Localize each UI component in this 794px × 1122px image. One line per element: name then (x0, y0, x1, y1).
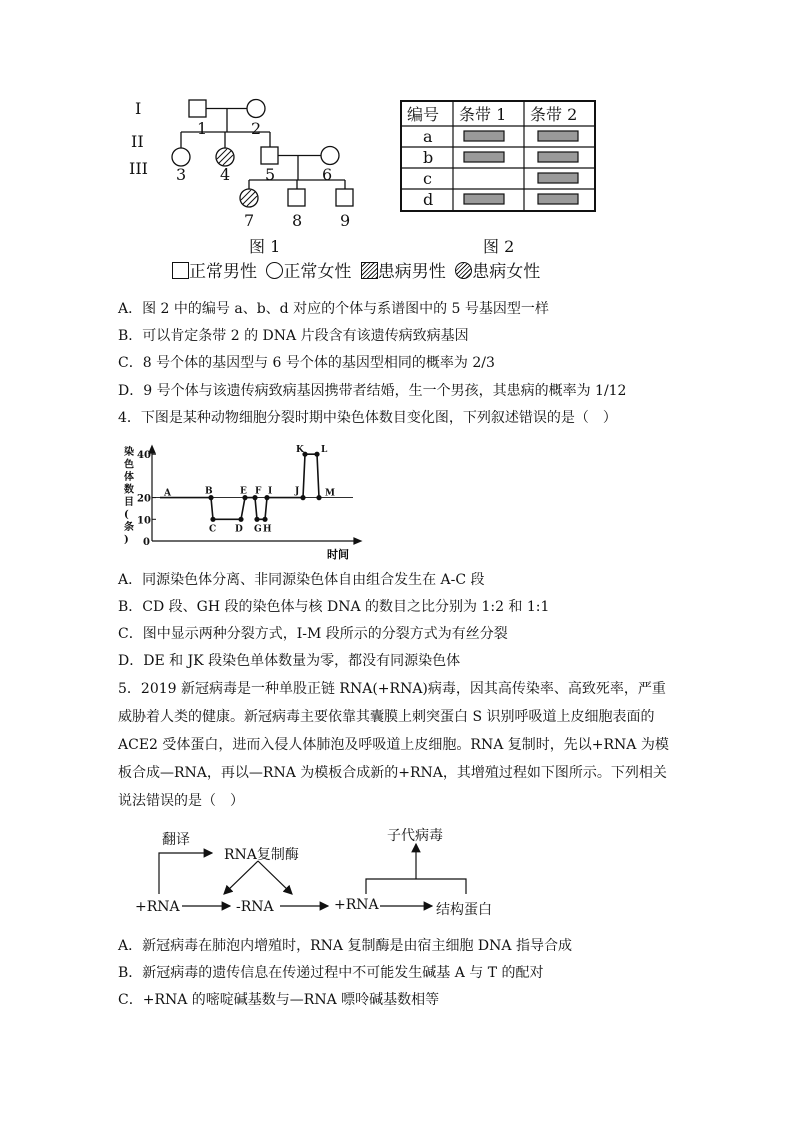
q5-stem: 5．2019 新冠病毒是一种单股正链 RNA(+RNA)病毒，因其高传染率、高致死率，严重威胁着人类的健康。新冠病毒主要依靠其囊膜上刺突蛋白 S 识别呼吸道上皮细胞表面的 ACE2 受体蛋白，进而入侵人体肺泡及呼吸道上皮细胞。RNA 复制时，先以+RNA 为模板合成—RNA，再以—RNA 为模板合成新的+RNA，其增殖过程如下图所示。下列相关说法错误的是（ ） (118, 681, 669, 809)
q4-stem: 4．下图是某种动物细胞分裂时期中染色体数目变化图，下列叙述错误的是（ ） (118, 410, 617, 426)
q5-option-a: A．新冠病毒在肺泡内增殖时，RNA 复制酶是由宿主细胞 DNA 指导合成 (118, 938, 572, 954)
chart-point-C (210, 517, 215, 522)
generation-label-2: II (131, 132, 144, 151)
individual-label-4: 4 (220, 165, 231, 184)
label-plus-rna-2: +RNA (334, 897, 379, 913)
figure1-caption: 图 1 (249, 237, 281, 256)
band2-c (538, 173, 578, 183)
individual-8-normal-male (288, 189, 305, 206)
individual-label-3: 3 (176, 165, 187, 184)
chart-point-label-K: K (296, 445, 304, 456)
q3-option-b: B．可以肯定条带 2 的 DNA 片段含有该遗传病致病基因 (118, 328, 469, 344)
figure2-caption: 图 2 (483, 237, 515, 256)
chart-point-label-J: J (295, 486, 300, 497)
legend-normal-male: 正常男性 (189, 262, 257, 282)
individual-label-9: 9 (340, 211, 351, 230)
legend-affected-male: 患病男性 (377, 262, 446, 282)
chromosome-count-chart (115, 444, 370, 566)
individual-label-5: 5 (265, 165, 276, 184)
chart-point-G (254, 517, 259, 522)
pedigree-legend (172, 260, 540, 284)
chart-point-label-M: M (325, 488, 335, 499)
band2-d (538, 194, 578, 204)
chart-point-L (314, 452, 319, 457)
chart-point-label-F: F (255, 486, 262, 497)
chart-point-label-D: D (235, 524, 243, 535)
q3-option-d: D．9 号个体与该遗传病致病基因携带者结婚，生一个男孩，其患病的概率为 1/12 (118, 383, 627, 399)
normal-male-icon (172, 262, 189, 279)
chart-point-label-A: A (164, 488, 171, 499)
chart-point-label-B: B (205, 486, 213, 497)
chart-point-D (238, 517, 243, 522)
table-header-band1: 条带 1 (459, 105, 507, 124)
label-plus-rna-1: +RNA (135, 899, 180, 915)
q4-option-c: C．图中显示两种分裂方式，I-M 段所示的分裂方式为有丝分裂 (118, 626, 508, 642)
pedigree-figure (125, 92, 385, 262)
row-id-d: d (423, 190, 434, 209)
individual-2-normal-female (247, 100, 265, 118)
chart-point-label-H: H (263, 524, 272, 535)
y-tick-40: 40 (137, 450, 151, 462)
label-minus-rna: -RNA (236, 899, 274, 915)
individual-6-normal-female (321, 147, 339, 165)
chart-xlabel: 时间 (327, 548, 349, 561)
band2-b (538, 152, 578, 162)
q3-option-a: A．图 2 中的编号 a、b、d 对应的个体与系谱图中的 5 号基因型一样 (118, 301, 549, 317)
y-tick-20: 20 (137, 493, 151, 505)
individual-label-1: 1 (197, 119, 208, 138)
individual-label-8: 8 (292, 211, 303, 230)
label-progeny-virus: 子代病毒 (387, 828, 443, 844)
q4-option-b: B．CD 段、GH 段的染色体与核 DNA 的数目之比分别为 1:2 和 1:1 (118, 599, 550, 615)
individual-label-2: 2 (251, 119, 262, 138)
chart-point-label-I: I (268, 486, 273, 497)
band1-d (464, 194, 504, 204)
y-tick-10: 10 (137, 515, 151, 527)
affected-female-icon (455, 262, 472, 279)
table-header-id: 编号 (407, 105, 440, 124)
chart-point-label-G: G (254, 524, 262, 535)
chart-point-label-L: L (321, 445, 328, 456)
generation-label-1: I (135, 99, 142, 118)
band1-b (464, 152, 504, 162)
band-table-figure (398, 98, 598, 260)
individual-5-normal-male (261, 147, 278, 164)
legend-affected-female: 患病女性 (472, 262, 541, 282)
row-id-b: b (423, 148, 434, 167)
band1-a (464, 131, 504, 141)
table-header-band2: 条带 2 (530, 105, 578, 124)
chart-ylabel: 染色体数目(条) (124, 447, 134, 546)
chart-point-J (300, 495, 305, 500)
row-id-a: a (423, 127, 433, 146)
q4-option-a: A．同源染色体分离、非同源染色体自由组合发生在 A-C 段 (118, 572, 485, 588)
row-id-c: c (423, 169, 432, 188)
individual-label-7: 7 (244, 211, 255, 230)
chart-point-M (316, 495, 321, 500)
band2-a (538, 131, 578, 141)
q3-option-c: C．8 号个体的基因型与 6 号个体的基因型相同的概率为 2/3 (118, 355, 495, 371)
q5-option-c: C．+RNA 的嘧啶碱基数与—RNA 嘌呤碱基数相等 (118, 992, 440, 1008)
virus-replication-diagram (130, 820, 530, 925)
chart-point-H (262, 517, 267, 522)
chart-point-label-C: C (209, 524, 217, 535)
individual-3-normal-female (172, 148, 190, 166)
label-rna-polymerase: RNA复制酶 (224, 847, 299, 863)
q4-option-d: D．DE 和 JK 段染色单体数量为零，都没有同源染色体 (118, 653, 461, 669)
individual-1-normal-male (189, 100, 206, 117)
y-tick-0: 0 (143, 537, 150, 548)
q5-option-b: B．新冠病毒的遗传信息在传递过程中不可能发生碱基 A 与 T 的配对 (118, 965, 544, 981)
normal-female-icon (266, 262, 283, 279)
label-translate: 翻译 (162, 832, 190, 848)
legend-normal-female: 正常女性 (283, 262, 352, 282)
generation-label-3: III (129, 159, 148, 178)
chart-point-label-E: E (240, 486, 247, 497)
individual-label-6: 6 (322, 165, 333, 184)
label-structural-protein: 结构蛋白 (436, 902, 492, 918)
affected-male-icon (361, 262, 378, 279)
individual-9-normal-male (336, 189, 353, 206)
